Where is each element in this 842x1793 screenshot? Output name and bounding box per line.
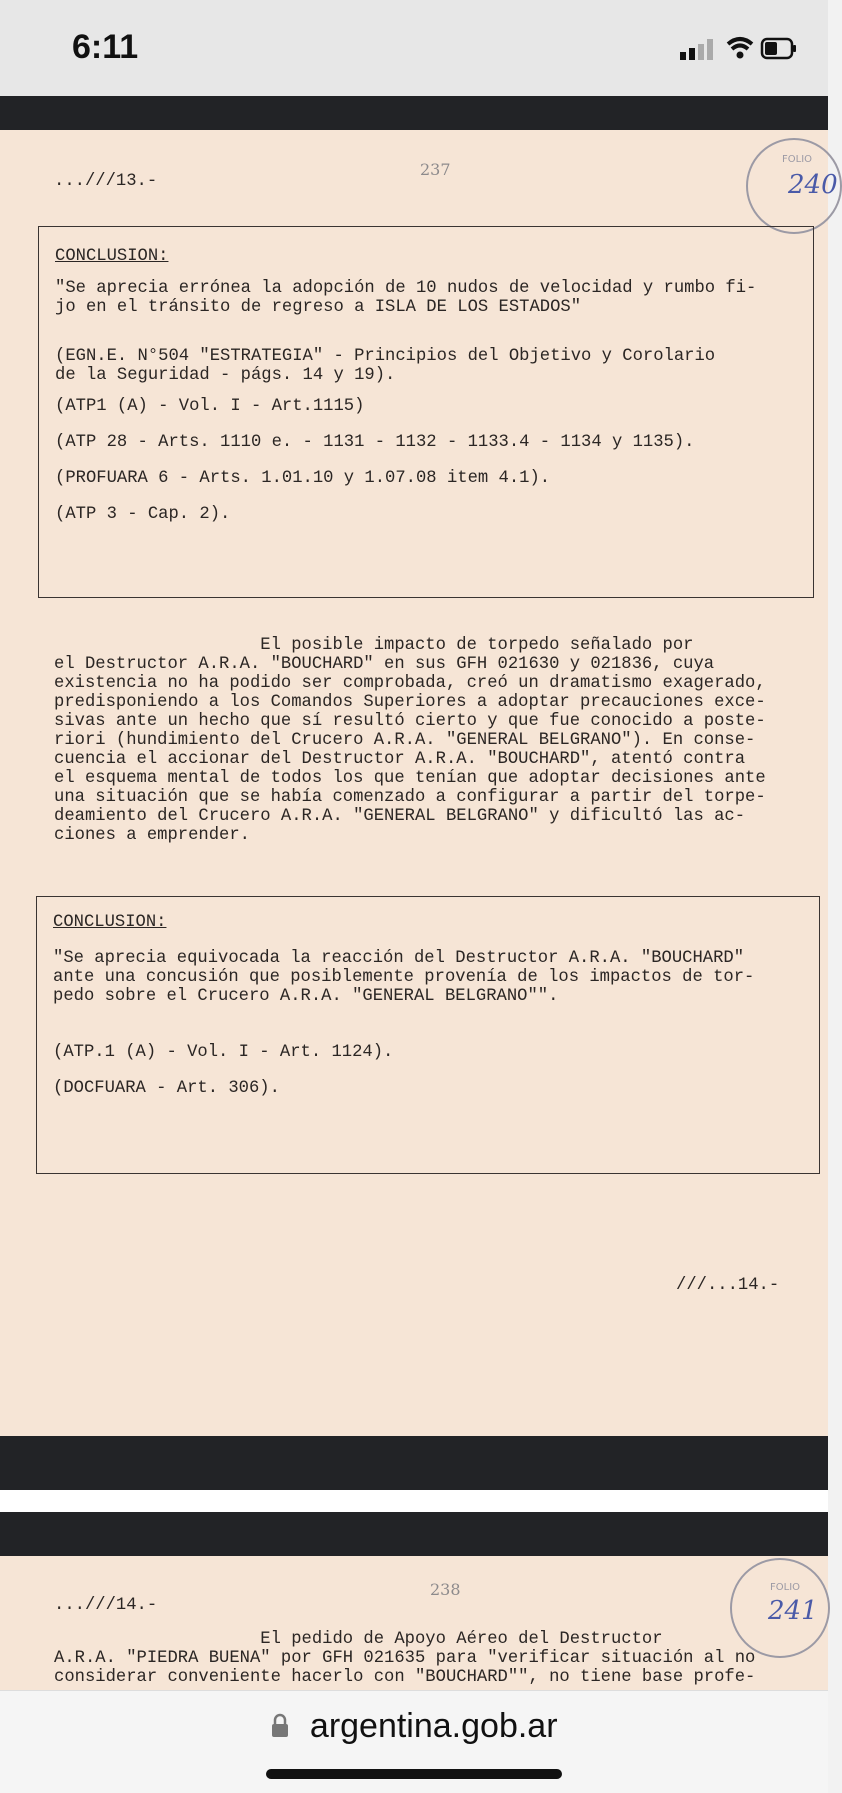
paragraph-line: El pedido de Apoyo Aéreo del Destructor bbox=[54, 1630, 663, 1649]
page-header: ...///14.- bbox=[54, 1596, 158, 1615]
paragraph-line: ciones a emprender. bbox=[54, 826, 250, 845]
reference-line: (ATP.1 (A) - Vol. I - Art. 1124). bbox=[53, 1043, 394, 1062]
conclusion-title: CONCLUSION: bbox=[55, 247, 169, 266]
paragraph-line: existencia no ha podido ser comprobada, creó un dramatismo exagerado, bbox=[54, 674, 766, 693]
reference-line: (ATP 3 - Cap. 2). bbox=[55, 505, 231, 524]
conclusion-line: "Se aprecia equivocada la reacción del Destructor A.R.A. "BOUCHARD" bbox=[53, 949, 745, 968]
handwritten-page-number: 237 bbox=[420, 160, 451, 179]
scan-border-top bbox=[0, 1512, 828, 1556]
status-time: 6:11 bbox=[72, 28, 139, 66]
paragraph-line: considerar conveniente hacerlo con "BOUCHARD"", no tiene base profe- bbox=[54, 1668, 756, 1687]
status-icons bbox=[658, 32, 798, 73]
url-field[interactable] bbox=[0, 1707, 828, 1748]
battery-icon bbox=[762, 39, 796, 58]
paragraph-line: riori (hundimiento del Crucero A.R.A. "GENERAL BELGRANO"). En conse- bbox=[54, 731, 756, 750]
page-gap bbox=[0, 1490, 828, 1512]
paragraph-line: el esquema mental de todos los que tenían que adoptar decisiones ante bbox=[54, 769, 766, 788]
paragraph-line: una situación que se había comenzado a configurar a partir del torpe- bbox=[54, 788, 766, 807]
home-indicator[interactable] bbox=[266, 1769, 562, 1779]
reference-line: (DOCFUARA - Art. 306). bbox=[53, 1079, 280, 1098]
reference-line: (ATP1 (A) - Vol. I - Art.1115) bbox=[55, 397, 365, 416]
page-header: ...///13.- bbox=[54, 172, 158, 191]
paragraph-line: cuencia el accionar del Destructor A.R.A. "BOUCHARD", atentó contra bbox=[54, 750, 746, 769]
lock-icon bbox=[270, 1709, 290, 1748]
browser-url-bar[interactable] bbox=[0, 1690, 828, 1793]
conclusion-line: pedo sobre el Crucero A.R.A. "GENERAL BELGRANO"". bbox=[53, 987, 559, 1006]
archive-stamp bbox=[746, 138, 842, 234]
paragraph-line: A.R.A. "PIEDRA BUENA" por GFH 021635 para "verificar situación al no bbox=[54, 1649, 756, 1668]
handwritten-page-number: 238 bbox=[430, 1580, 461, 1599]
paragraph-line: sivas ante un hecho que sí resultó cierto y que fue conocido a poste- bbox=[54, 712, 766, 731]
url-text: argentina.gob.ar bbox=[309, 1707, 558, 1745]
document-page-13[interactable] bbox=[0, 130, 838, 1436]
stamp-number: 240 bbox=[788, 170, 838, 200]
conclusion-box-1 bbox=[38, 226, 814, 598]
conclusion-line-2: jo en el tránsito de regreso a ISLA DE LOS ESTADOS" bbox=[55, 298, 582, 317]
conclusion-title: CONCLUSION: bbox=[53, 913, 167, 932]
paragraph-line: predisponiendo a los Comandos Superiores a adoptar precauciones exce- bbox=[54, 693, 766, 712]
conclusion-line: ante una concusión que posiblemente provenía de los impactos de tor- bbox=[53, 968, 755, 987]
document-page-14[interactable] bbox=[0, 1556, 828, 1690]
paragraph-line: deamiento del Crucero A.R.A. "GENERAL BELGRANO" y dificultó las ac- bbox=[54, 807, 746, 826]
paragraph-line: el Destructor A.R.A. "BOUCHARD" en sus GFH 021630 y 021836, cuya bbox=[54, 655, 715, 674]
status-bar bbox=[0, 0, 828, 96]
conclusion-box-2 bbox=[36, 896, 820, 1174]
reference-line: (ATP 28 - Arts. 1110 e. - 1131 - 1132 - 1133.4 - 1134 y 1135). bbox=[55, 433, 695, 452]
paragraph-line: El posible impacto de torpedo señalado por bbox=[54, 636, 694, 655]
scan-border-top bbox=[0, 96, 828, 130]
reference-line: (PROFUARA 6 - Arts. 1.01.10 y 1.07.08 item 4.1). bbox=[55, 469, 551, 488]
stamp-label: FOLIO bbox=[782, 154, 813, 165]
archive-stamp bbox=[730, 1558, 830, 1658]
reference-line: (EGN.E. N°504 "ESTRATEGIA" - Principios del Objetivo y Corolario bbox=[55, 347, 716, 366]
reference-line: de la Seguridad - págs. 14 y 19). bbox=[55, 366, 396, 385]
stamp-label: FOLIO bbox=[770, 1582, 801, 1593]
page-footer: ///...14.- bbox=[676, 1276, 780, 1295]
stamp-number: 241 bbox=[768, 1596, 818, 1626]
signal-icon bbox=[680, 39, 713, 60]
conclusion-line-1: "Se aprecia errónea la adopción de 10 nudos de velocidad y rumbo fi- bbox=[55, 279, 757, 298]
scan-border-bottom bbox=[0, 1436, 828, 1490]
wifi-icon bbox=[728, 39, 752, 59]
